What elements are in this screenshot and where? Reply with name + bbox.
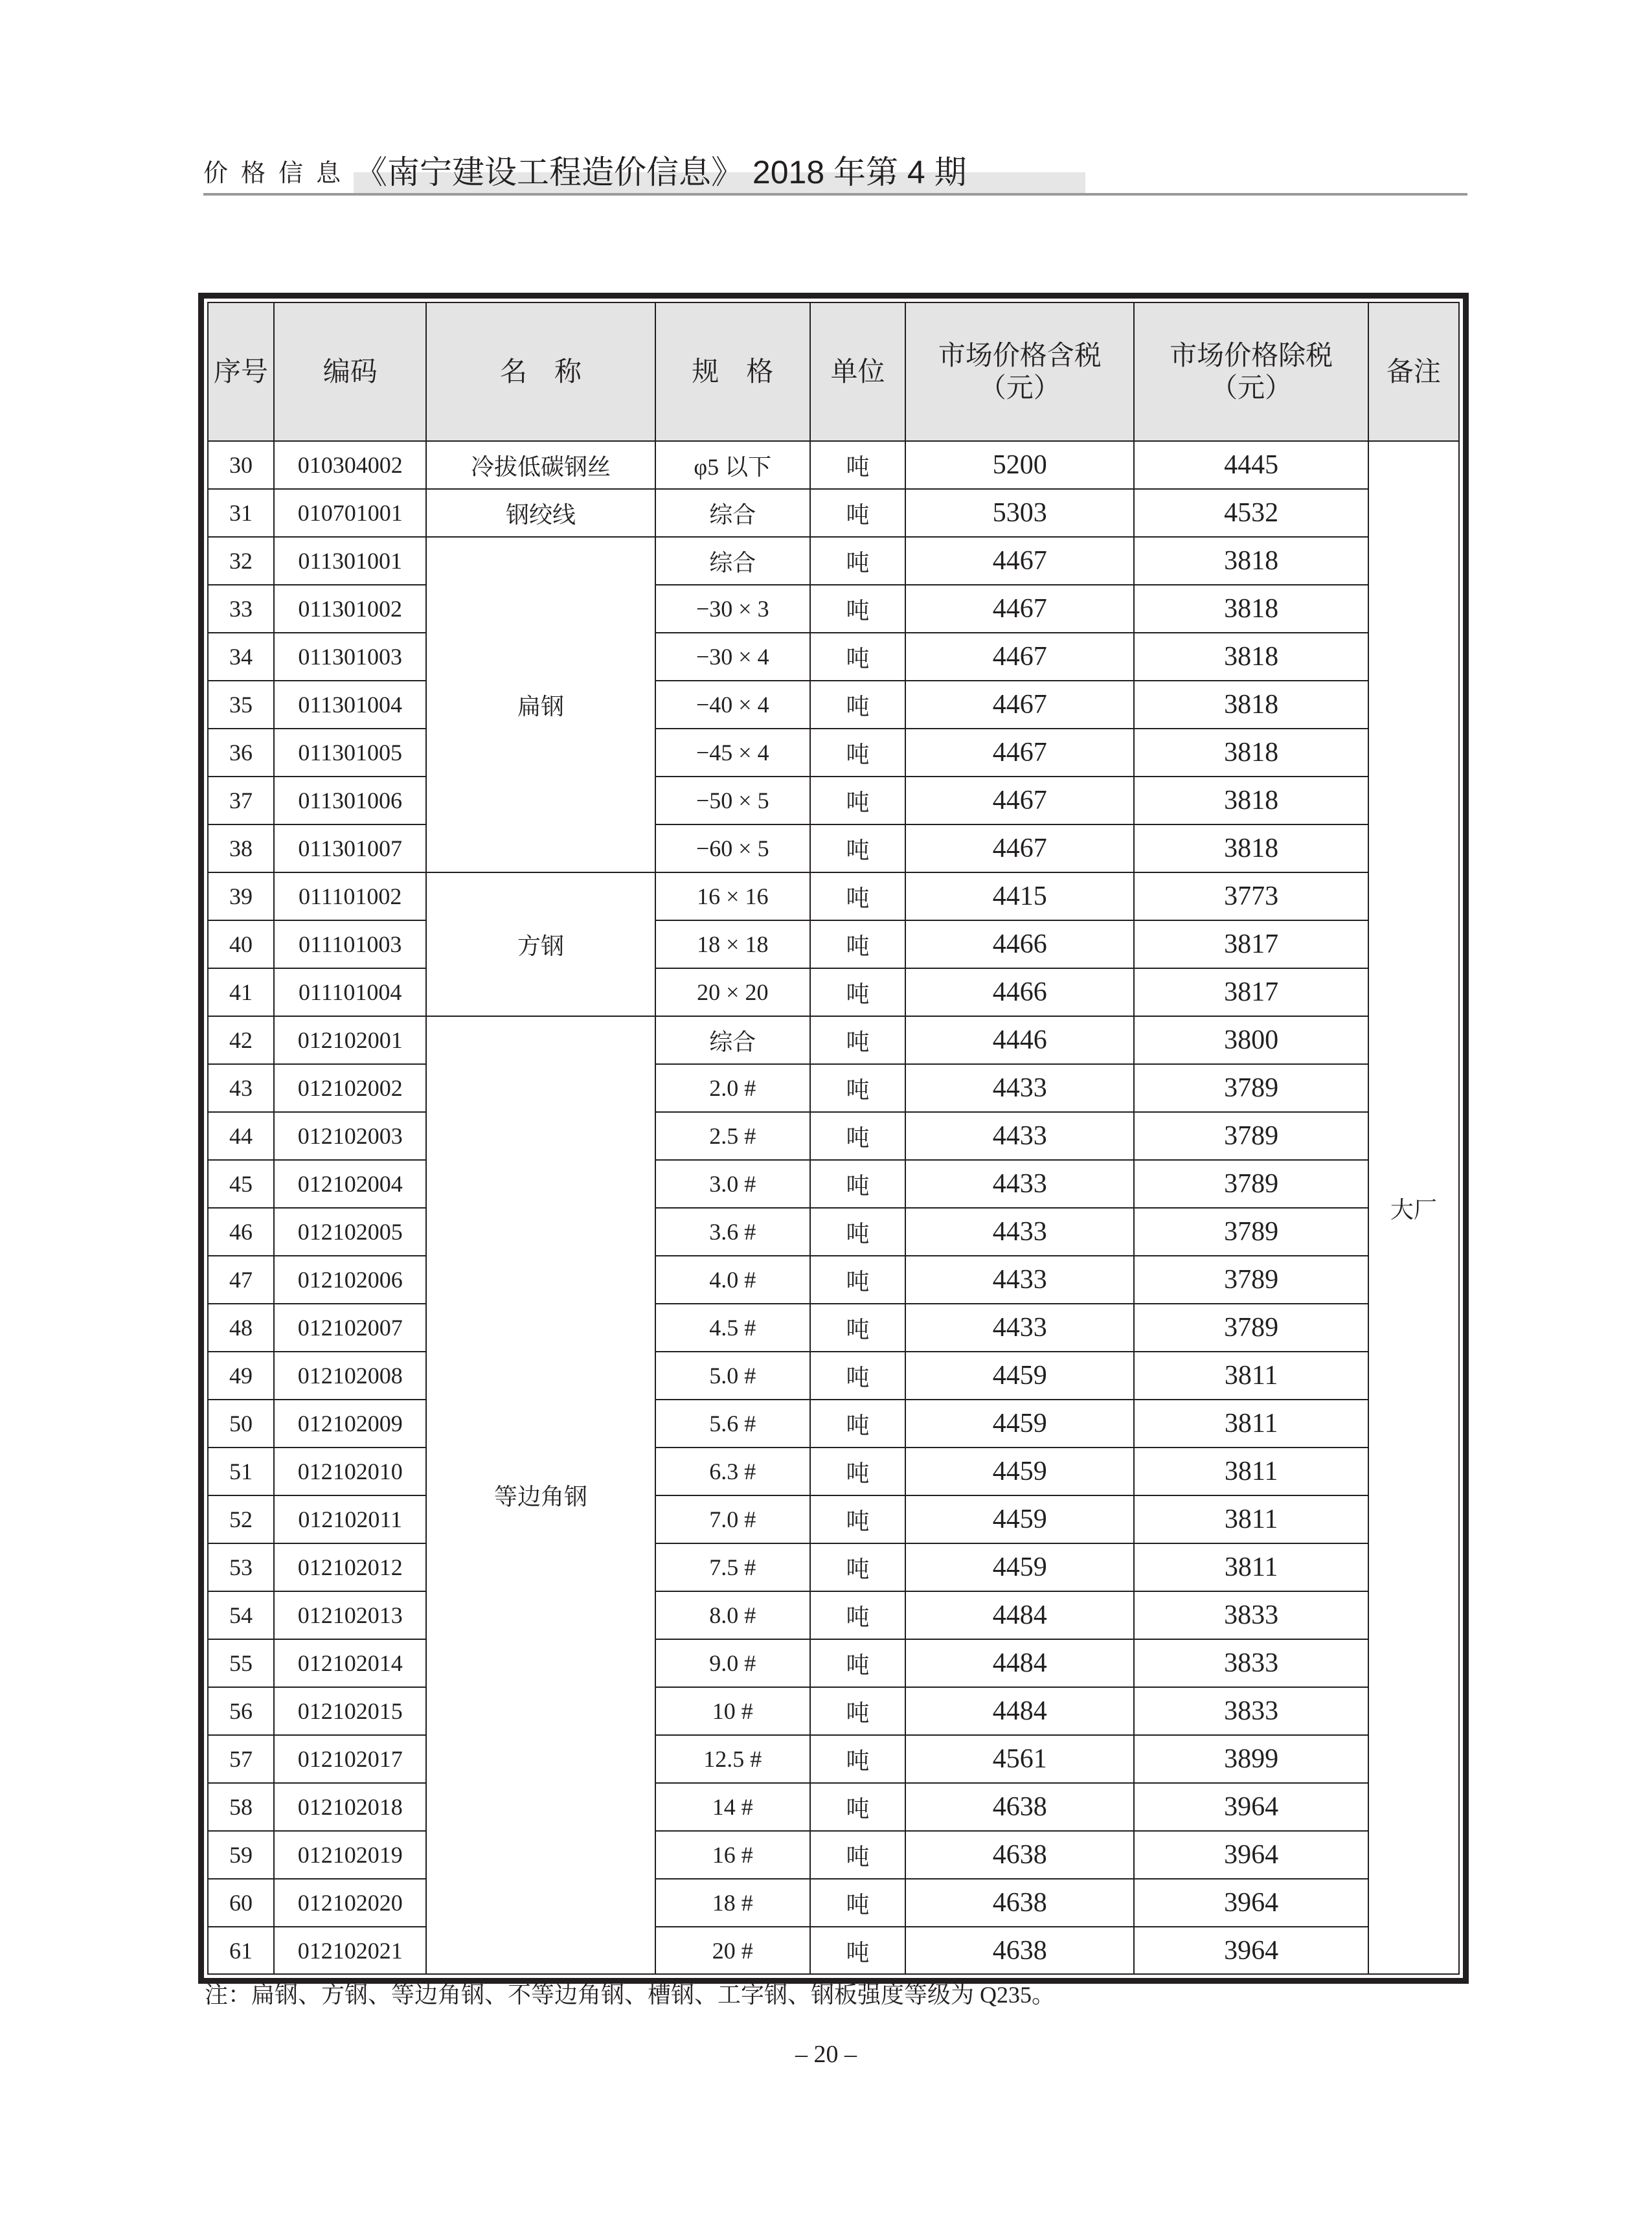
- footnote: 注：扁钢、方钢、等边角钢、不等边角钢、槽钢、工字钢、钢板强度等级为 Q235。: [205, 1982, 1055, 2008]
- table-row: [209, 1448, 1458, 1495]
- cell-unit: 吨: [810, 824, 905, 872]
- cell-spec: 4.5 #: [655, 1304, 810, 1352]
- cell-spec: 10 #: [655, 1687, 810, 1735]
- cell-unit: 吨: [810, 1256, 905, 1304]
- cell-price-excl: 3811: [1134, 1400, 1368, 1448]
- cell-seq: 34: [209, 633, 274, 681]
- table-row: [209, 441, 1458, 489]
- cell-code: 012102018: [274, 1783, 426, 1831]
- cell-spec: −50 × 5: [655, 777, 810, 824]
- table-row: [209, 633, 1458, 681]
- cell-code: 012102017: [274, 1735, 426, 1783]
- table-row: [209, 1783, 1458, 1831]
- cell-spec: 综合: [655, 1016, 810, 1064]
- cell-code: 011301003: [274, 633, 426, 681]
- cell-code: 010304002: [274, 441, 426, 489]
- cell-code: 012102006: [274, 1256, 426, 1304]
- cell-price-excl: 3899: [1134, 1735, 1368, 1783]
- cell-seq: 59: [209, 1831, 274, 1879]
- cell-price-incl: 4459: [905, 1400, 1134, 1448]
- cell-seq: 45: [209, 1160, 274, 1208]
- col-header-seq: 序号: [209, 303, 274, 441]
- cell-spec: 18 #: [655, 1879, 810, 1927]
- cell-spec: 20 #: [655, 1927, 810, 1974]
- cell-seq: 44: [209, 1112, 274, 1160]
- cell-price-excl: 3811: [1134, 1352, 1368, 1400]
- table-row: [209, 489, 1458, 537]
- cell-price-excl: 3818: [1134, 537, 1368, 585]
- table-row: [209, 1352, 1458, 1400]
- cell-seq: 43: [209, 1064, 274, 1112]
- cell-price-incl: 4459: [905, 1543, 1134, 1591]
- table-row: [209, 824, 1458, 872]
- cell-seq: 56: [209, 1687, 274, 1735]
- table-row: [209, 1160, 1458, 1208]
- cell-price-incl: 5200: [905, 441, 1134, 489]
- col-header-remark: 备注: [1368, 303, 1458, 441]
- cell-unit: 吨: [810, 1687, 905, 1735]
- table-row: [209, 1256, 1458, 1304]
- cell-code: 012102003: [274, 1112, 426, 1160]
- table-row: [209, 1208, 1458, 1256]
- cell-code: 011301007: [274, 824, 426, 872]
- cell-unit: 吨: [810, 1208, 905, 1256]
- table-header-row: [209, 303, 1458, 441]
- cell-price-excl: 3789: [1134, 1256, 1368, 1304]
- cell-code: 011301005: [274, 729, 426, 777]
- table-row: [209, 729, 1458, 777]
- cell-price-incl: 4415: [905, 872, 1134, 920]
- cell-price-incl: 4467: [905, 681, 1134, 729]
- cell-code: 012102013: [274, 1591, 426, 1639]
- cell-unit: 吨: [810, 1352, 905, 1400]
- cell-price-incl: 4638: [905, 1879, 1134, 1927]
- cell-seq: 31: [209, 489, 274, 537]
- cell-price-incl: 4561: [905, 1735, 1134, 1783]
- cell-price-excl: 3811: [1134, 1495, 1368, 1543]
- cell-code: 011101002: [274, 872, 426, 920]
- cell-spec: −60 × 5: [655, 824, 810, 872]
- cell-seq: 52: [209, 1495, 274, 1543]
- table-row: [209, 585, 1458, 633]
- col-header-spec: 规 格: [655, 303, 810, 441]
- cell-code: 011301004: [274, 681, 426, 729]
- cell-code: 012102001: [274, 1016, 426, 1064]
- cell-spec: 20 × 20: [655, 968, 810, 1016]
- cell-price-excl: 3964: [1134, 1879, 1368, 1927]
- cell-price-incl: 4459: [905, 1352, 1134, 1400]
- cell-code: 012102015: [274, 1687, 426, 1735]
- cell-price-incl: 4484: [905, 1639, 1134, 1687]
- cell-spec: 8.0 #: [655, 1591, 810, 1639]
- cell-spec: 综合: [655, 537, 810, 585]
- cell-price-incl: 4638: [905, 1831, 1134, 1879]
- cell-price-excl: 3789: [1134, 1160, 1368, 1208]
- cell-unit: 吨: [810, 968, 905, 1016]
- cell-seq: 37: [209, 777, 274, 824]
- cell-price-excl: 3964: [1134, 1783, 1368, 1831]
- cell-price-excl: 3818: [1134, 777, 1368, 824]
- cell-seq: 41: [209, 968, 274, 1016]
- cell-spec: 2.0 #: [655, 1064, 810, 1112]
- cell-price-excl: 3964: [1134, 1927, 1368, 1974]
- cell-price-incl: 4467: [905, 729, 1134, 777]
- price-table: [209, 303, 1458, 1975]
- cell-unit: 吨: [810, 1400, 905, 1448]
- table-body: [209, 441, 1458, 1974]
- cell-price-excl: 3811: [1134, 1543, 1368, 1591]
- cell-price-incl: 4467: [905, 633, 1134, 681]
- page-header: [203, 146, 1467, 198]
- col-header-price-incl: [905, 303, 1134, 441]
- cell-unit: 吨: [810, 920, 905, 968]
- cell-code: 012102019: [274, 1831, 426, 1879]
- table-row: [209, 1591, 1458, 1639]
- table-row: [209, 1639, 1458, 1687]
- cell-code: 012102007: [274, 1304, 426, 1352]
- cell-unit: 吨: [810, 681, 905, 729]
- col-header-code: 编码: [274, 303, 426, 441]
- cell-seq: 58: [209, 1783, 274, 1831]
- cell-unit: 吨: [810, 1735, 905, 1783]
- cell-spec: 2.5 #: [655, 1112, 810, 1160]
- cell-price-incl: 4466: [905, 920, 1134, 968]
- col-header-name: 名 称: [426, 303, 655, 441]
- cell-price-excl: 3800: [1134, 1016, 1368, 1064]
- cell-code: 012102002: [274, 1064, 426, 1112]
- cell-price-incl: 5303: [905, 489, 1134, 537]
- cell-unit: 吨: [810, 1160, 905, 1208]
- cell-price-incl: 4433: [905, 1160, 1134, 1208]
- cell-seq: 50: [209, 1400, 274, 1448]
- col-header-unit: 单位: [810, 303, 905, 441]
- cell-unit: 吨: [810, 1879, 905, 1927]
- cell-code: 012102020: [274, 1879, 426, 1927]
- cell-price-incl: 4467: [905, 585, 1134, 633]
- cell-price-incl: 4484: [905, 1687, 1134, 1735]
- cell-price-excl: 3818: [1134, 585, 1368, 633]
- cell-spec: 16 #: [655, 1831, 810, 1879]
- table-frame-inner: [207, 302, 1460, 1975]
- table-row: [209, 872, 1458, 920]
- cell-price-incl: 4484: [905, 1591, 1134, 1639]
- cell-seq: 53: [209, 1543, 274, 1591]
- cell-price-incl: 4459: [905, 1448, 1134, 1495]
- cell-name: 扁钢: [426, 537, 655, 872]
- cell-unit: 吨: [810, 872, 905, 920]
- cell-unit: 吨: [810, 1448, 905, 1495]
- table-row: [209, 968, 1458, 1016]
- cell-unit: 吨: [810, 489, 905, 537]
- cell-spec: 12.5 #: [655, 1735, 810, 1783]
- table-row: [209, 920, 1458, 968]
- cell-price-excl: 3833: [1134, 1591, 1368, 1639]
- cell-unit: 吨: [810, 441, 905, 489]
- cell-seq: 48: [209, 1304, 274, 1352]
- col-header-price-excl-line1: 市场价格除税: [1170, 340, 1333, 370]
- cell-code: 011101003: [274, 920, 426, 968]
- col-header-price-excl: [1134, 303, 1368, 441]
- cell-price-excl: 3811: [1134, 1448, 1368, 1495]
- cell-price-excl: 3789: [1134, 1064, 1368, 1112]
- table-row: [209, 681, 1458, 729]
- cell-seq: 60: [209, 1879, 274, 1927]
- table-row: [209, 1831, 1458, 1879]
- cell-code: 011301001: [274, 537, 426, 585]
- cell-spec: 3.6 #: [655, 1208, 810, 1256]
- cell-price-excl: 3817: [1134, 968, 1368, 1016]
- cell-price-excl: 4532: [1134, 489, 1368, 537]
- cell-seq: 33: [209, 585, 274, 633]
- cell-code: 012102011: [274, 1495, 426, 1543]
- cell-spec: 14 #: [655, 1783, 810, 1831]
- cell-code: 012102009: [274, 1400, 426, 1448]
- table-row: [209, 1016, 1458, 1064]
- cell-unit: 吨: [810, 1783, 905, 1831]
- cell-seq: 32: [209, 537, 274, 585]
- header-category: 价格信息: [203, 160, 354, 187]
- cell-price-incl: 4433: [905, 1064, 1134, 1112]
- cell-seq: 57: [209, 1735, 274, 1783]
- cell-price-excl: 3818: [1134, 633, 1368, 681]
- cell-price-excl: 3817: [1134, 920, 1368, 968]
- cell-unit: 吨: [810, 537, 905, 585]
- cell-price-incl: 4638: [905, 1783, 1134, 1831]
- cell-seq: 30: [209, 441, 274, 489]
- cell-seq: 54: [209, 1591, 274, 1639]
- cell-price-incl: 4433: [905, 1208, 1134, 1256]
- cell-seq: 46: [209, 1208, 274, 1256]
- cell-seq: 39: [209, 872, 274, 920]
- cell-spec: 7.0 #: [655, 1495, 810, 1543]
- cell-price-incl: 4446: [905, 1016, 1134, 1064]
- cell-price-incl: 4433: [905, 1304, 1134, 1352]
- cell-spec: 3.0 #: [655, 1160, 810, 1208]
- header-rule: [203, 193, 1467, 196]
- table-row: [209, 1735, 1458, 1783]
- cell-price-incl: 4459: [905, 1495, 1134, 1543]
- cell-code: 011301002: [274, 585, 426, 633]
- cell-seq: 35: [209, 681, 274, 729]
- table-row: [209, 1927, 1458, 1974]
- cell-price-excl: 3789: [1134, 1112, 1368, 1160]
- table-row: [209, 537, 1458, 585]
- cell-price-excl: 3818: [1134, 729, 1368, 777]
- cell-unit: 吨: [810, 1927, 905, 1974]
- cell-unit: 吨: [810, 777, 905, 824]
- table-row: [209, 1687, 1458, 1735]
- cell-price-excl: 3833: [1134, 1639, 1368, 1687]
- cell-price-incl: 4433: [905, 1256, 1134, 1304]
- cell-spec: 16 × 16: [655, 872, 810, 920]
- header-title: 《南宁建设工程造价信息》 2018 年第 4 期: [355, 154, 967, 190]
- cell-name: 等边角钢: [426, 1016, 655, 1974]
- cell-spec: 4.0 #: [655, 1256, 810, 1304]
- cell-spec: 综合: [655, 489, 810, 537]
- cell-price-incl: 4467: [905, 824, 1134, 872]
- cell-seq: 55: [209, 1639, 274, 1687]
- cell-price-excl: 3789: [1134, 1304, 1368, 1352]
- table-row: [209, 1304, 1458, 1352]
- cell-unit: 吨: [810, 1831, 905, 1879]
- cell-spec: φ5 以下: [655, 441, 810, 489]
- cell-seq: 49: [209, 1352, 274, 1400]
- cell-unit: 吨: [810, 1304, 905, 1352]
- cell-unit: 吨: [810, 729, 905, 777]
- cell-seq: 51: [209, 1448, 274, 1495]
- cell-unit: 吨: [810, 633, 905, 681]
- cell-spec: 5.0 #: [655, 1352, 810, 1400]
- cell-spec: −30 × 3: [655, 585, 810, 633]
- table-row: [209, 1879, 1458, 1927]
- table-row: [209, 1400, 1458, 1448]
- cell-code: 012102008: [274, 1352, 426, 1400]
- col-header-price-excl-line2: （元）: [1210, 372, 1293, 403]
- cell-code: 012102014: [274, 1639, 426, 1687]
- cell-unit: 吨: [810, 1639, 905, 1687]
- cell-code: 012102012: [274, 1543, 426, 1591]
- cell-unit: 吨: [810, 1064, 905, 1112]
- cell-price-excl: 3964: [1134, 1831, 1368, 1879]
- cell-name: 冷拔低碳钢丝: [426, 441, 655, 489]
- cell-price-excl: 3773: [1134, 872, 1368, 920]
- table-frame: [198, 293, 1469, 1984]
- cell-unit: 吨: [810, 1543, 905, 1591]
- cell-spec: −40 × 4: [655, 681, 810, 729]
- cell-spec: 18 × 18: [655, 920, 810, 968]
- cell-spec: −45 × 4: [655, 729, 810, 777]
- table-row: [209, 1495, 1458, 1543]
- cell-name: 钢绞线: [426, 489, 655, 537]
- cell-spec: −30 × 4: [655, 633, 810, 681]
- cell-price-incl: 4467: [905, 537, 1134, 585]
- cell-code: 012102021: [274, 1927, 426, 1974]
- cell-price-incl: 4638: [905, 1927, 1134, 1974]
- cell-code: 011301006: [274, 777, 426, 824]
- cell-seq: 61: [209, 1927, 274, 1974]
- cell-unit: 吨: [810, 1591, 905, 1639]
- cell-seq: 36: [209, 729, 274, 777]
- cell-spec: 6.3 #: [655, 1448, 810, 1495]
- cell-price-excl: 3789: [1134, 1208, 1368, 1256]
- cell-unit: 吨: [810, 1112, 905, 1160]
- page-number: – 20 –: [795, 2041, 857, 2068]
- cell-seq: 47: [209, 1256, 274, 1304]
- cell-price-excl: 3833: [1134, 1687, 1368, 1735]
- col-header-price-incl-line2: （元）: [979, 372, 1061, 403]
- col-header-price-incl-line1: 市场价格含税: [938, 340, 1102, 370]
- cell-code: 012102005: [274, 1208, 426, 1256]
- cell-seq: 40: [209, 920, 274, 968]
- cell-unit: 吨: [810, 585, 905, 633]
- table-row: [209, 1543, 1458, 1591]
- cell-seq: 42: [209, 1016, 274, 1064]
- cell-code: 012102010: [274, 1448, 426, 1495]
- table-row: [209, 1064, 1458, 1112]
- cell-price-excl: 3818: [1134, 824, 1368, 872]
- cell-remark: 大厂: [1368, 441, 1458, 1974]
- table-row: [209, 1112, 1458, 1160]
- cell-spec: 5.6 #: [655, 1400, 810, 1448]
- cell-code: 010701001: [274, 489, 426, 537]
- table-row: [209, 777, 1458, 824]
- cell-price-incl: 4433: [905, 1112, 1134, 1160]
- cell-price-excl: 3818: [1134, 681, 1368, 729]
- cell-seq: 38: [209, 824, 274, 872]
- cell-price-incl: 4466: [905, 968, 1134, 1016]
- cell-code: 012102004: [274, 1160, 426, 1208]
- cell-name: 方钢: [426, 872, 655, 1016]
- cell-spec: 7.5 #: [655, 1543, 810, 1591]
- cell-price-incl: 4467: [905, 777, 1134, 824]
- cell-code: 011101004: [274, 968, 426, 1016]
- cell-unit: 吨: [810, 1016, 905, 1064]
- cell-spec: 9.0 #: [655, 1639, 810, 1687]
- cell-price-excl: 4445: [1134, 441, 1368, 489]
- cell-unit: 吨: [810, 1495, 905, 1543]
